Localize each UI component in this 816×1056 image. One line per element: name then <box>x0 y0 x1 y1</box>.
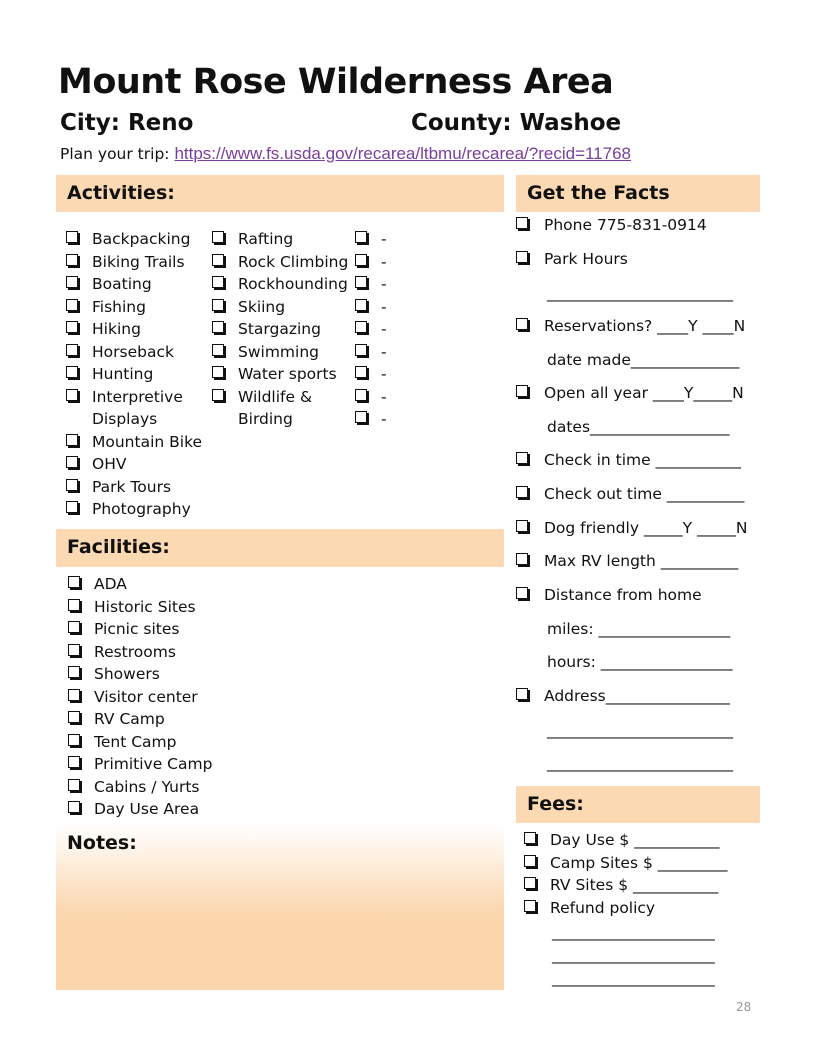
activity-item-label: Boating <box>92 275 152 293</box>
fact-hours-distance: hours: _________________ <box>547 653 733 671</box>
facility-item-label: Visitor center <box>94 687 198 706</box>
fact-address[interactable] <box>516 685 730 707</box>
facility-item[interactable] <box>68 708 165 731</box>
checkbox-icon[interactable] <box>66 276 78 288</box>
fee-line-2: _____________________ <box>552 946 715 964</box>
activity-item[interactable] <box>66 476 171 499</box>
checkbox-icon[interactable] <box>516 520 528 532</box>
fact-hours[interactable] <box>516 248 628 270</box>
fact-checkout-label: Check out time __________ <box>544 485 745 503</box>
activity-blank[interactable] <box>355 408 387 431</box>
checkbox-icon[interactable] <box>355 344 367 356</box>
activity-item-label: Swimming <box>238 342 319 361</box>
fee-camp-label: Camp Sites $ _________ <box>550 854 728 872</box>
checkbox-icon[interactable] <box>516 553 528 565</box>
facility-item-label: Tent Camp <box>94 732 177 751</box>
checkbox-icon[interactable] <box>66 299 78 311</box>
activity-item[interactable] <box>66 341 174 364</box>
activities-heading: Activities: <box>67 182 175 204</box>
fact-date-made: date made______________ <box>547 351 740 369</box>
checkbox-icon[interactable] <box>524 855 536 867</box>
activity-item[interactable] <box>66 498 191 521</box>
checkbox-icon[interactable] <box>516 688 528 700</box>
checkbox-icon[interactable] <box>66 389 78 401</box>
activity-item-label: Interpretive Displays <box>92 387 183 428</box>
facility-item[interactable] <box>68 663 160 686</box>
checkbox-icon[interactable] <box>68 801 80 813</box>
fact-phone-label: Phone 775-831-0914 <box>544 216 707 234</box>
facility-item[interactable] <box>68 798 199 821</box>
checkbox-icon[interactable] <box>66 479 78 491</box>
facility-item-label: Showers <box>94 665 160 683</box>
activity-item-label: Stargazing <box>238 320 321 338</box>
activity-item[interactable] <box>212 273 348 296</box>
activity-blank-label: - <box>381 387 387 406</box>
checkbox-icon[interactable] <box>66 501 78 513</box>
facility-item[interactable] <box>68 618 180 641</box>
activity-item-label: Water sports <box>238 365 337 383</box>
checkbox-icon[interactable] <box>68 576 80 588</box>
facility-item[interactable] <box>68 753 212 776</box>
fact-address-label: Address________________ <box>544 687 730 705</box>
checkbox-icon[interactable] <box>355 231 367 243</box>
checkbox-icon[interactable] <box>355 389 367 401</box>
facility-item-label: ADA <box>94 575 127 593</box>
activity-item-label: Fishing <box>92 297 146 316</box>
activity-item[interactable] <box>212 341 319 364</box>
facts-header <box>516 175 760 212</box>
fee-camp-sites[interactable] <box>524 852 728 875</box>
activity-item[interactable] <box>212 296 285 319</box>
fee-line-3: _____________________ <box>552 969 715 987</box>
checkbox-icon[interactable] <box>212 276 224 288</box>
activities-header <box>56 175 504 212</box>
facts-heading: Get the Facts <box>527 182 670 204</box>
fee-rv-label: RV Sites $ ___________ <box>550 876 719 894</box>
fee-rv-sites[interactable] <box>524 874 718 897</box>
activity-blank-label: - <box>381 297 387 316</box>
facility-item[interactable] <box>68 573 127 596</box>
checkbox-icon[interactable] <box>524 832 536 844</box>
fact-reservations-label: Reservations? ____Y ____N <box>544 317 746 335</box>
activity-blank[interactable] <box>355 251 387 274</box>
activity-item[interactable] <box>66 318 141 341</box>
fact-reservations[interactable] <box>516 315 745 337</box>
checkbox-icon[interactable] <box>66 231 78 243</box>
checkbox-icon[interactable] <box>516 251 528 263</box>
facility-item-label: Historic Sites <box>94 597 196 616</box>
activity-blank-label: - <box>381 275 387 293</box>
activity-blank-label: - <box>381 230 387 248</box>
fact-phone[interactable] <box>516 214 707 236</box>
checkbox-icon[interactable] <box>66 366 78 378</box>
activity-blank[interactable] <box>355 228 387 251</box>
activity-item[interactable] <box>66 431 202 454</box>
checkbox-icon[interactable] <box>68 644 80 656</box>
activity-item-label: Skiing <box>238 297 286 316</box>
plan-label: Plan your trip: <box>60 145 175 163</box>
checkbox-icon[interactable] <box>68 711 80 723</box>
activity-item-label: OHV <box>92 455 127 473</box>
fact-open-label: Open all year ____Y_____N <box>544 384 744 402</box>
page-title: Mount Rose Wilderness Area <box>58 62 614 102</box>
activity-blank[interactable] <box>355 386 387 409</box>
activity-item[interactable] <box>212 318 321 341</box>
checkbox-icon[interactable] <box>524 900 536 912</box>
fact-open-all-year[interactable] <box>516 382 744 404</box>
activity-blank-label: - <box>381 342 387 361</box>
checkbox-icon[interactable] <box>212 321 224 333</box>
county-label: County: Washoe <box>411 110 622 136</box>
fee-day-use[interactable] <box>524 829 719 852</box>
fact-checkin-label: Check in time ___________ <box>544 451 741 469</box>
facilities-header <box>56 529 504 567</box>
facility-item-label: Cabins / Yurts <box>94 777 200 796</box>
checkbox-icon[interactable] <box>524 877 536 889</box>
activity-item-label: Hiking <box>92 320 141 338</box>
fact-hours-label: Park Hours <box>544 250 628 268</box>
facility-item[interactable] <box>68 731 176 754</box>
city-label: City: Reno <box>60 110 194 136</box>
activity-blank[interactable] <box>355 318 387 341</box>
notes-heading: Notes: <box>67 832 137 854</box>
activity-item-label: Wildlife & Birding <box>238 387 313 428</box>
checkbox-icon[interactable] <box>212 344 224 356</box>
checkbox-icon[interactable] <box>68 599 80 611</box>
facility-item-label: Day Use Area <box>94 800 200 818</box>
fact-distance-label: Distance from home <box>544 586 702 604</box>
activity-blank-label: - <box>381 365 387 383</box>
checkbox-icon[interactable] <box>68 734 80 746</box>
fact-rv-label: Max RV length __________ <box>544 552 739 570</box>
notes-area[interactable] <box>56 824 504 990</box>
fees-heading: Fees: <box>527 793 584 815</box>
checkbox-icon[interactable] <box>355 299 367 311</box>
checkbox-icon[interactable] <box>66 434 78 446</box>
fee-refund-label: Refund policy <box>550 899 656 917</box>
activity-item-label: Hunting <box>92 365 154 383</box>
activity-item[interactable] <box>66 453 126 476</box>
fact-checkin[interactable] <box>516 449 741 471</box>
facility-item[interactable] <box>68 596 196 619</box>
fact-miles: miles: _________________ <box>547 620 731 638</box>
activity-blank[interactable] <box>355 341 387 364</box>
activity-item[interactable] <box>66 363 153 386</box>
activity-item-label: Rock Climbing <box>238 252 349 271</box>
checkbox-icon[interactable] <box>355 366 367 378</box>
checkbox-icon[interactable] <box>355 254 367 266</box>
activity-blank-label: - <box>381 320 387 338</box>
facility-item[interactable] <box>68 641 176 664</box>
activity-item-label: Horseback <box>92 342 174 361</box>
activity-item-label: Photography <box>92 500 191 518</box>
checkbox-icon[interactable] <box>212 366 224 378</box>
checkbox-icon[interactable] <box>66 344 78 356</box>
checkbox-icon[interactable] <box>66 254 78 266</box>
checkbox-icon[interactable] <box>68 689 80 701</box>
facility-item-label: RV Camp <box>94 710 165 728</box>
checkbox-icon[interactable] <box>212 254 224 266</box>
fee-refund[interactable] <box>524 897 655 920</box>
recarea-link[interactable]: https://www.fs.usda.gov/recarea/ltbmu/recarea/?recid=11768 <box>174 144 632 163</box>
facility-item-label: Picnic sites <box>94 620 180 638</box>
checkbox-icon[interactable] <box>66 321 78 333</box>
activity-blank[interactable] <box>355 363 387 386</box>
activity-item-label: Mountain Bike <box>92 432 203 451</box>
activity-item[interactable] <box>212 386 328 431</box>
fee-line-1: _____________________ <box>552 923 715 941</box>
fact-dog-friendly[interactable] <box>516 517 747 539</box>
checkbox-icon[interactable] <box>355 321 367 333</box>
facility-item-label: Restrooms <box>94 642 176 661</box>
checkbox-icon[interactable] <box>516 217 528 229</box>
activity-item-label: Park Tours <box>92 477 172 496</box>
fact-hours-line: ________________________ <box>547 284 733 302</box>
activity-blank-label: - <box>381 252 387 271</box>
checkbox-icon[interactable] <box>516 587 528 599</box>
activity-item[interactable] <box>66 386 192 431</box>
checkbox-icon[interactable] <box>355 411 367 423</box>
activity-item[interactable] <box>66 296 146 319</box>
facilities-heading: Facilities: <box>67 536 170 558</box>
fact-address-line-1: ________________________ <box>547 721 733 739</box>
facility-item[interactable] <box>68 686 198 709</box>
checkbox-icon[interactable] <box>68 779 80 791</box>
checkbox-icon[interactable] <box>212 299 224 311</box>
checkbox-icon[interactable] <box>212 389 224 401</box>
activity-item[interactable] <box>66 228 190 251</box>
activity-blank[interactable] <box>355 273 387 296</box>
activity-item[interactable] <box>212 228 293 251</box>
checkbox-icon[interactable] <box>355 276 367 288</box>
checkbox-icon[interactable] <box>212 231 224 243</box>
activity-item[interactable] <box>212 251 348 274</box>
page-number: 28 <box>736 1000 752 1014</box>
plan-trip <box>60 144 631 164</box>
checkbox-icon[interactable] <box>516 452 528 464</box>
activity-item[interactable] <box>66 251 185 274</box>
activity-item-label: Rockhounding <box>238 275 348 293</box>
checkbox-icon[interactable] <box>516 385 528 397</box>
fees-header <box>516 786 760 823</box>
fact-max-rv[interactable] <box>516 550 738 572</box>
facility-item[interactable] <box>68 776 199 799</box>
checkbox-icon[interactable] <box>68 666 80 678</box>
checkbox-icon[interactable] <box>516 486 528 498</box>
checkbox-icon[interactable] <box>66 456 78 468</box>
activity-item-label: Rafting <box>238 230 294 248</box>
fact-distance[interactable] <box>516 584 702 606</box>
activity-blank-label: - <box>381 410 387 428</box>
checkbox-icon[interactable] <box>516 318 528 330</box>
fee-day-label: Day Use $ ___________ <box>550 831 720 849</box>
facility-item-label: Primitive Camp <box>94 755 213 773</box>
activity-item-label: Backpacking <box>92 230 191 248</box>
checkbox-icon[interactable] <box>68 756 80 768</box>
fact-address-line-2: ________________________ <box>547 754 733 772</box>
fact-checkout[interactable] <box>516 483 744 505</box>
checkbox-icon[interactable] <box>68 621 80 633</box>
activity-item[interactable] <box>212 363 337 386</box>
activity-blank[interactable] <box>355 296 387 319</box>
activity-item-label: Biking Trails <box>92 252 185 271</box>
fact-dates: dates__________________ <box>547 418 730 436</box>
activity-item[interactable] <box>66 273 152 296</box>
fact-dog-label: Dog friendly _____Y _____N <box>544 519 748 537</box>
